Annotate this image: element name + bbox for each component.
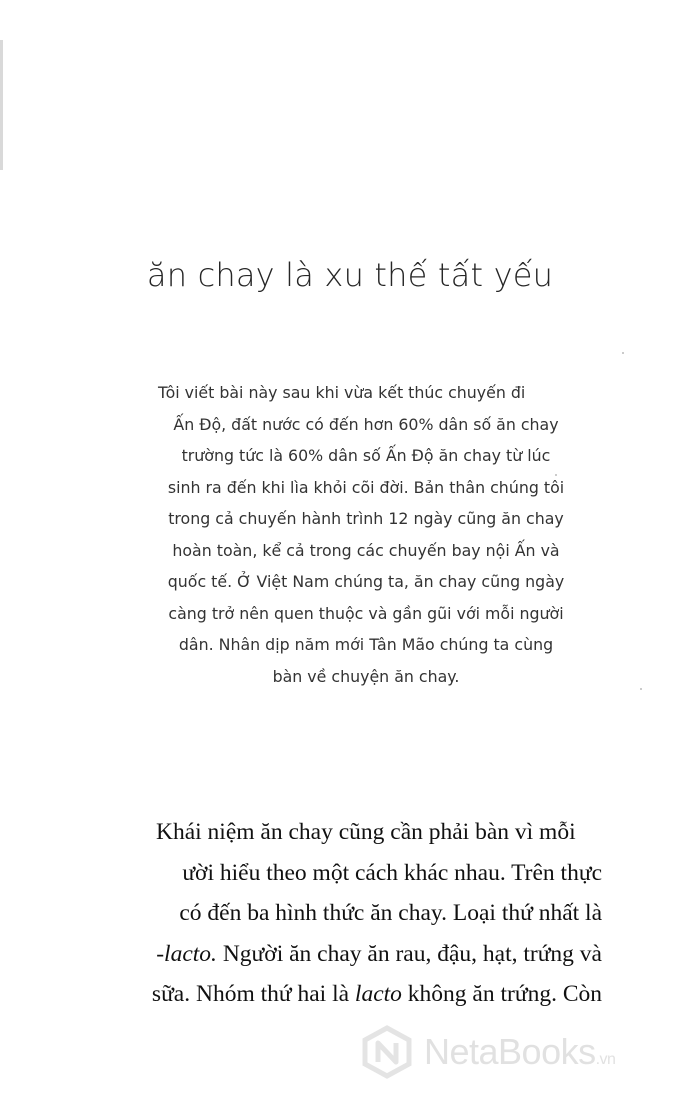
body-line: có đến ba hình thức ăn chay. Loại thứ nhất là [179,900,602,926]
body-line-text: sữa. Nhóm thứ hai là [151,981,355,1007]
page-edge [0,40,3,170]
body-line-text: Người ăn chay ăn rau, đậu, hạt, trứng và [216,940,602,967]
body-line [0,934,602,975]
intro-line: quốc tế. Ở Việt Nam chúng ta, ăn chay cũng ngày [167,572,565,591]
intro-line: sinh ra đến khi lìa khỏi cõi đời. Bản thân chúng tôi [167,477,565,497]
body-line: Khái niệm ăn chay cũng cần phải bàn vì mỗi [156,819,576,845]
intro-paragraph [158,377,574,692]
watermark-suffix: .vn [595,1051,616,1068]
intro-line: dân. Nhân dịp năm mới Tân Mão chúng ta cùng [178,635,554,654]
paper-speck [640,688,642,690]
intro-line: bàn về chuyện ăn chay. [272,666,460,686]
intro-line: trường tức là 60% dân số Ấn Độ ăn chay từ lúc [181,446,551,465]
intro-line: Ấn Độ, đất nước có đến hơn 60% dân số ăn chay [173,414,559,434]
netabooks-logo-icon [360,1025,414,1079]
paper-speck [555,474,557,476]
intro-line: Tôi viết bài này sau khi vừa kết thúc chuyến đi [158,383,526,402]
term-italic: lacto [354,981,402,1007]
watermark [360,1022,615,1082]
body-line-text: không ăn trứng. Còn [401,981,602,1007]
intro-line: trong cả chuyến hành trình 12 ngày cũng ăn chay [168,509,564,528]
intro-line: càng trở nên quen thuộc và gần gũi với mỗi người [168,603,564,623]
watermark-brand: NetaBooks [424,1031,596,1072]
watermark-text [424,1031,615,1073]
chapter-title: ăn chay là xu thế tất yếu [146,256,554,294]
intro-line: hoàn toàn, kể cả trong các chuyến bay nội Ấn và [172,540,560,560]
body-line [0,974,602,1015]
body-paragraph [0,812,602,1015]
body-line: ười hiểu theo một cách khác nhau. Trên thực [182,859,602,886]
term-italic: -lacto. [156,940,217,967]
paper-speck [622,352,624,354]
